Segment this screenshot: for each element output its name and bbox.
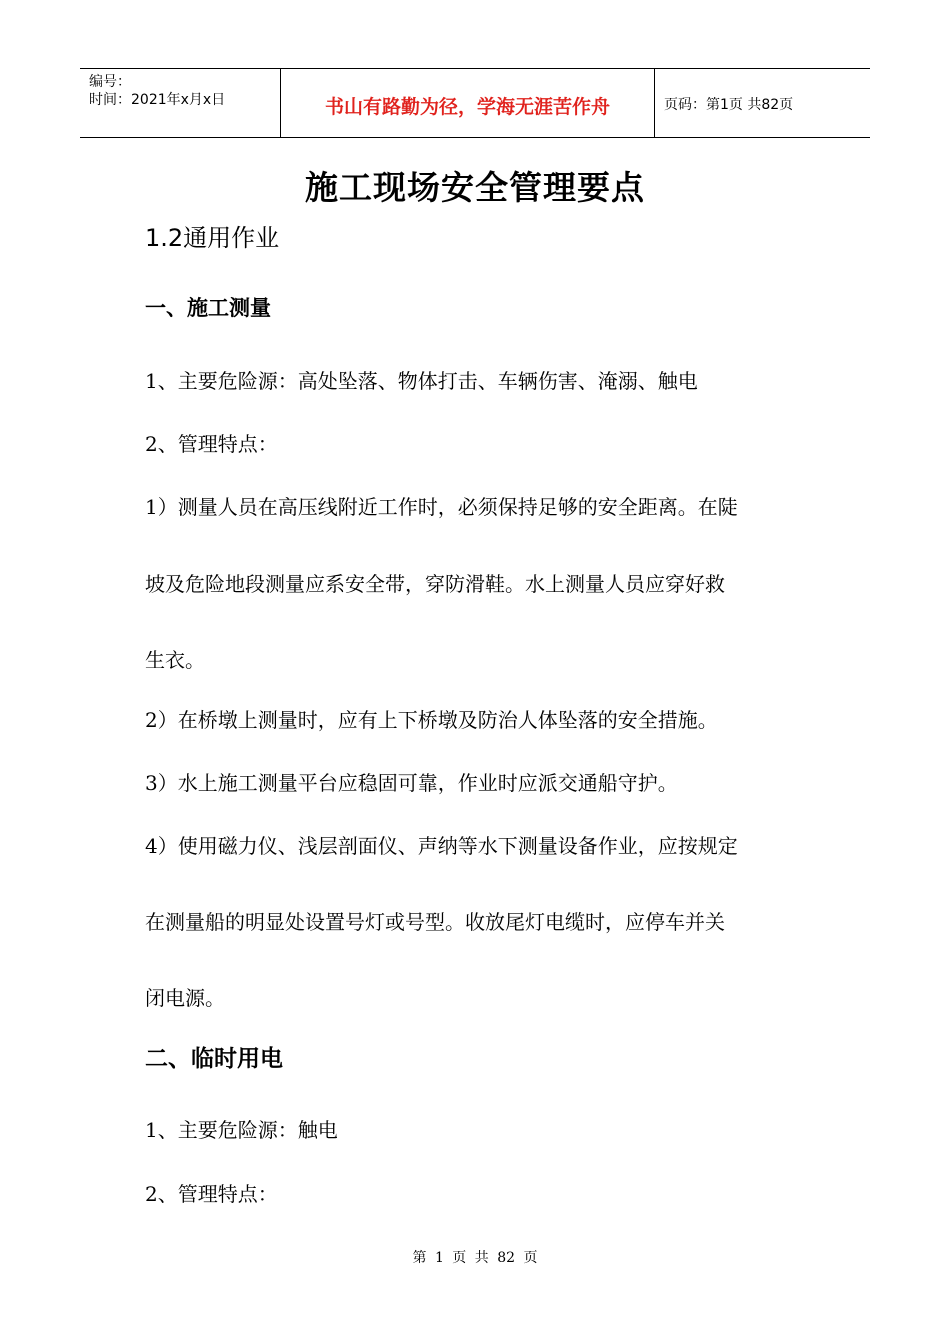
document-header bbox=[80, 68, 870, 138]
page-footer: 第 1 页 共 82 页 bbox=[412, 1250, 538, 1266]
paragraph-line: 3）水上施工测量平台应稳固可靠，作业时应派交通船守护。 bbox=[145, 771, 678, 795]
paragraph-line: 4）使用磁力仪、浅层剖面仪、声纳等水下测量设备作业，应按规定 bbox=[145, 834, 738, 858]
header-motto: 书山有路勤为径，学海无涯苦作舟 bbox=[281, 69, 655, 137]
header-page-info: 页码：第1页 共82页 bbox=[664, 97, 794, 113]
number-label: 编号： bbox=[89, 74, 131, 90]
header-meta-cell bbox=[80, 69, 281, 137]
document-title: 施工现场安全管理要点 bbox=[305, 168, 645, 207]
document-subtitle: 1.2通用作业 bbox=[145, 224, 280, 252]
section-heading-temporary-power: 二、临时用电 bbox=[145, 1046, 283, 1072]
paragraph-line: 1、主要危险源：触电 bbox=[145, 1118, 338, 1142]
paragraph-line: 在测量船的明显处设置号灯或号型。收放尾灯电缆时，应停车并关 bbox=[145, 910, 725, 934]
paragraph-line: 1）测量人员在高压线附近工作时，必须保持足够的安全距离。在陡 bbox=[145, 495, 738, 519]
paragraph-line: 2、管理特点： bbox=[145, 432, 278, 456]
paragraph-line: 1、主要危险源：高处坠落、物体打击、车辆伤害、淹溺、触电 bbox=[145, 369, 698, 393]
section-heading-survey: 一、施工测量 bbox=[145, 296, 271, 320]
paragraph-line: 2、管理特点： bbox=[145, 1182, 278, 1206]
time-label: 时间：2021年x月x日 bbox=[89, 92, 226, 108]
paragraph-line: 闭电源。 bbox=[145, 986, 225, 1010]
paragraph-line: 生衣。 bbox=[145, 648, 205, 672]
paragraph-line: 2）在桥墩上测量时，应有上下桥墩及防治人体坠落的安全措施。 bbox=[145, 708, 718, 732]
paragraph-line: 坡及危险地段测量应系安全带，穿防滑鞋。水上测量人员应穿好救 bbox=[145, 572, 725, 596]
